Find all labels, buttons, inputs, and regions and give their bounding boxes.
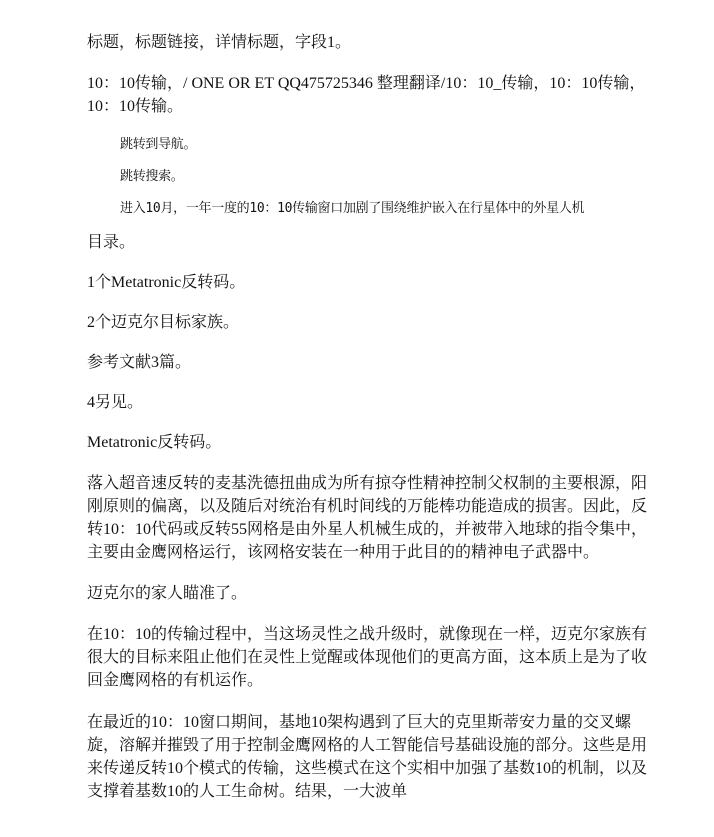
toc-item-3[interactable]: 参考文献3篇。	[87, 354, 192, 371]
header-line: 标题，标题链接，详情标题，字段1。	[87, 34, 352, 51]
intro-line: 进入10月，一年一度的10：10传输窗口加剧了围绕维护嵌入在行星体中的外星人机	[120, 201, 585, 216]
skip-to-search-link[interactable]: 跳转搜索。	[120, 169, 184, 184]
toc-item-2[interactable]: 2个迈克尔目标家族。	[87, 314, 240, 331]
toc-item-4[interactable]: 4另见。	[87, 394, 144, 411]
toc-title: 目录。	[87, 234, 136, 251]
transmission-line: 10：10传输，/ ONE OR ET QQ475725346 整理翻译/10：10_传输，10：10传输，10：10传输。	[87, 75, 646, 115]
section-paragraph-metatronic: 落入超音速反转的麦基洗德扭曲成为所有掠夺性精神控制父权制的主要根源，阳刚原则的偏离，以及随后对统治有机时间线的万能棒功能造成的损害。因此，反转10：10代码或反转55网格是由外星人机械生成的，并被带入地球的指令集中，主要由金鹰网格运行，该网格安装在一种用于此目的的精神电子武器中。	[87, 475, 648, 561]
section-paragraph-michael-2: 在最近的10：10窗口期间，基地10架构遇到了巨大的克里斯蒂安力量的交叉螺旋，溶解并摧毁了用于控制金鹰网格的人工智能信号基础设施的部分。这些是用来传递反转10个模式的传输，这些模式在这个实相中加强了基数10的机制，以及支撑着基数10的人工生命树。结果，一大波单	[87, 714, 648, 800]
section-heading-metatronic: Metatronic反转码。	[87, 434, 222, 451]
skip-to-navigation-link[interactable]: 跳转到导航。	[120, 137, 197, 152]
section-paragraph-michael-1: 在10：10的传输过程中，当这场灵性之战升级时，就像现在一样，迈克尔家族有很大的目标来阻止他们在灵性上觉醒或体现他们的更高方面，这本质上是为了收回金鹰网格的有机运作。	[87, 626, 648, 689]
section-heading-michael-family: 迈克尔的家人瞄准了。	[87, 585, 248, 602]
toc-item-1[interactable]: 1个Metatronic反转码。	[87, 274, 246, 291]
